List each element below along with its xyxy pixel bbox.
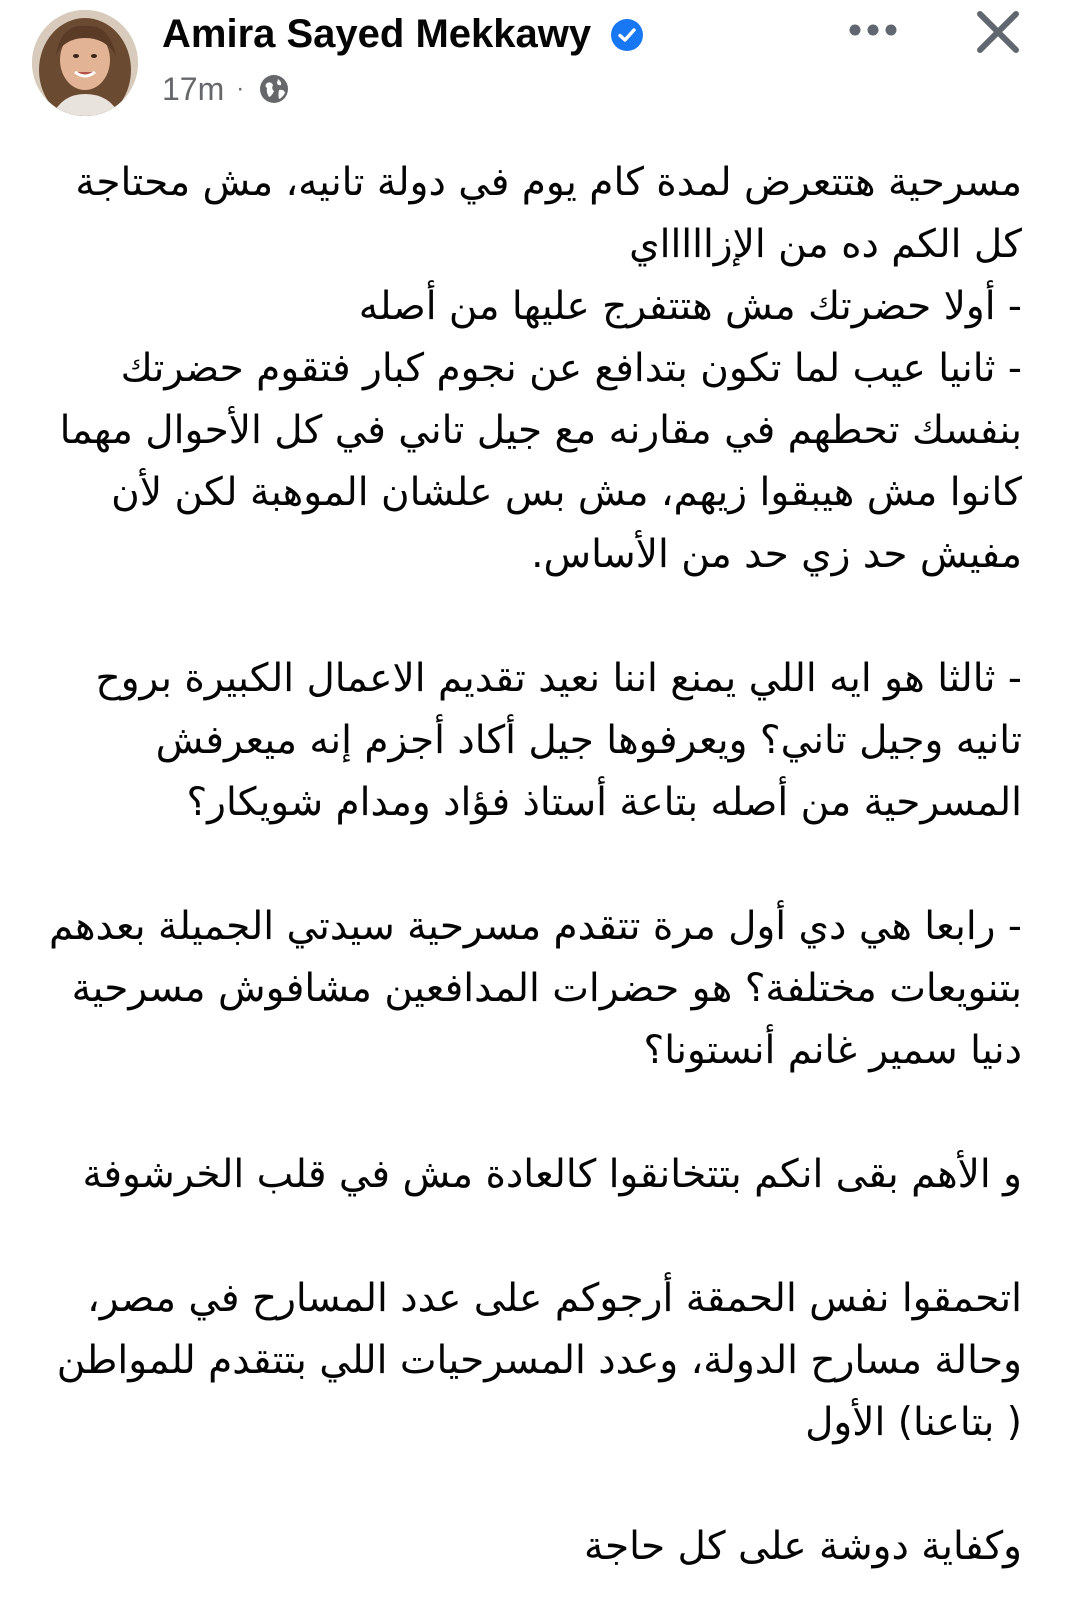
post-paragraph: وكفاية دوشة على كل حاجة xyxy=(584,1524,1022,1569)
post-text xyxy=(32,152,1022,1578)
more-options-icon[interactable] xyxy=(846,12,900,48)
post-paragraph: - ثالثا هو ايه اللي يمنع اننا نعيد تقديم الاعمال الكبيرة بروح تانيه وجيل تاني؟ ويعرفوها جيل أكاد أجزم إنه ميعرفش المسرحية من أصله بتاعة أستاذ فؤاد ومدام شويكار؟ xyxy=(95,656,1022,825)
close-icon[interactable] xyxy=(974,8,1022,56)
post-paragraph: و الأهم بقى انكم بتتخانقوا كالعادة مش في قلب الخرشوفة xyxy=(82,1152,1022,1197)
post-paragraph: - ثانيا عيب لما تكون بتدافع عن نجوم كبار فتقوم حضرتك بنفسك تحطهم في مقارنه مع جيل تاني في كل الأحوال مهما كانوا مش هيبقوا زيهم، مش بس علشان الموهبة لكن لأن مفيش حد زي حد من الأساس. xyxy=(59,346,1022,577)
post-paragraph: اتحمقوا نفس الحمقة أرجوكم على عدد المسارح في مصر، وحالة مسارح الدولة، وعدد المسرحيات اللي بتتقدم للمواطن ( بتاعنا) الأول xyxy=(56,1276,1022,1445)
post-timestamp[interactable]: 17m xyxy=(162,70,225,107)
post-paragraph: مسرحية هتتعرض لمدة كام يوم في دولة تانيه، مش محتاجة كل الكم ده من الإزاااااي xyxy=(75,160,1022,267)
post-header xyxy=(0,0,1080,130)
verified-badge-icon xyxy=(610,18,644,52)
globe-icon[interactable] xyxy=(258,73,290,105)
post-paragraph: - رابعا هي دي أول مرة تتقدم مسرحية سيدتي الجميلة بعدهم بتنويعات مختلفة؟ هو حضرات المدافعين مشافوش مسرحية دنيا سمير غانم أنستونا؟ xyxy=(48,904,1022,1073)
author-name[interactable]: Amira Sayed Mekkawy xyxy=(162,12,592,56)
post-meta xyxy=(162,66,290,112)
post-paragraph: - أولا حضرتك مش هتتفرج عليها من أصله xyxy=(358,284,1022,329)
avatar[interactable] xyxy=(32,10,138,116)
meta-separator: · xyxy=(236,75,245,102)
